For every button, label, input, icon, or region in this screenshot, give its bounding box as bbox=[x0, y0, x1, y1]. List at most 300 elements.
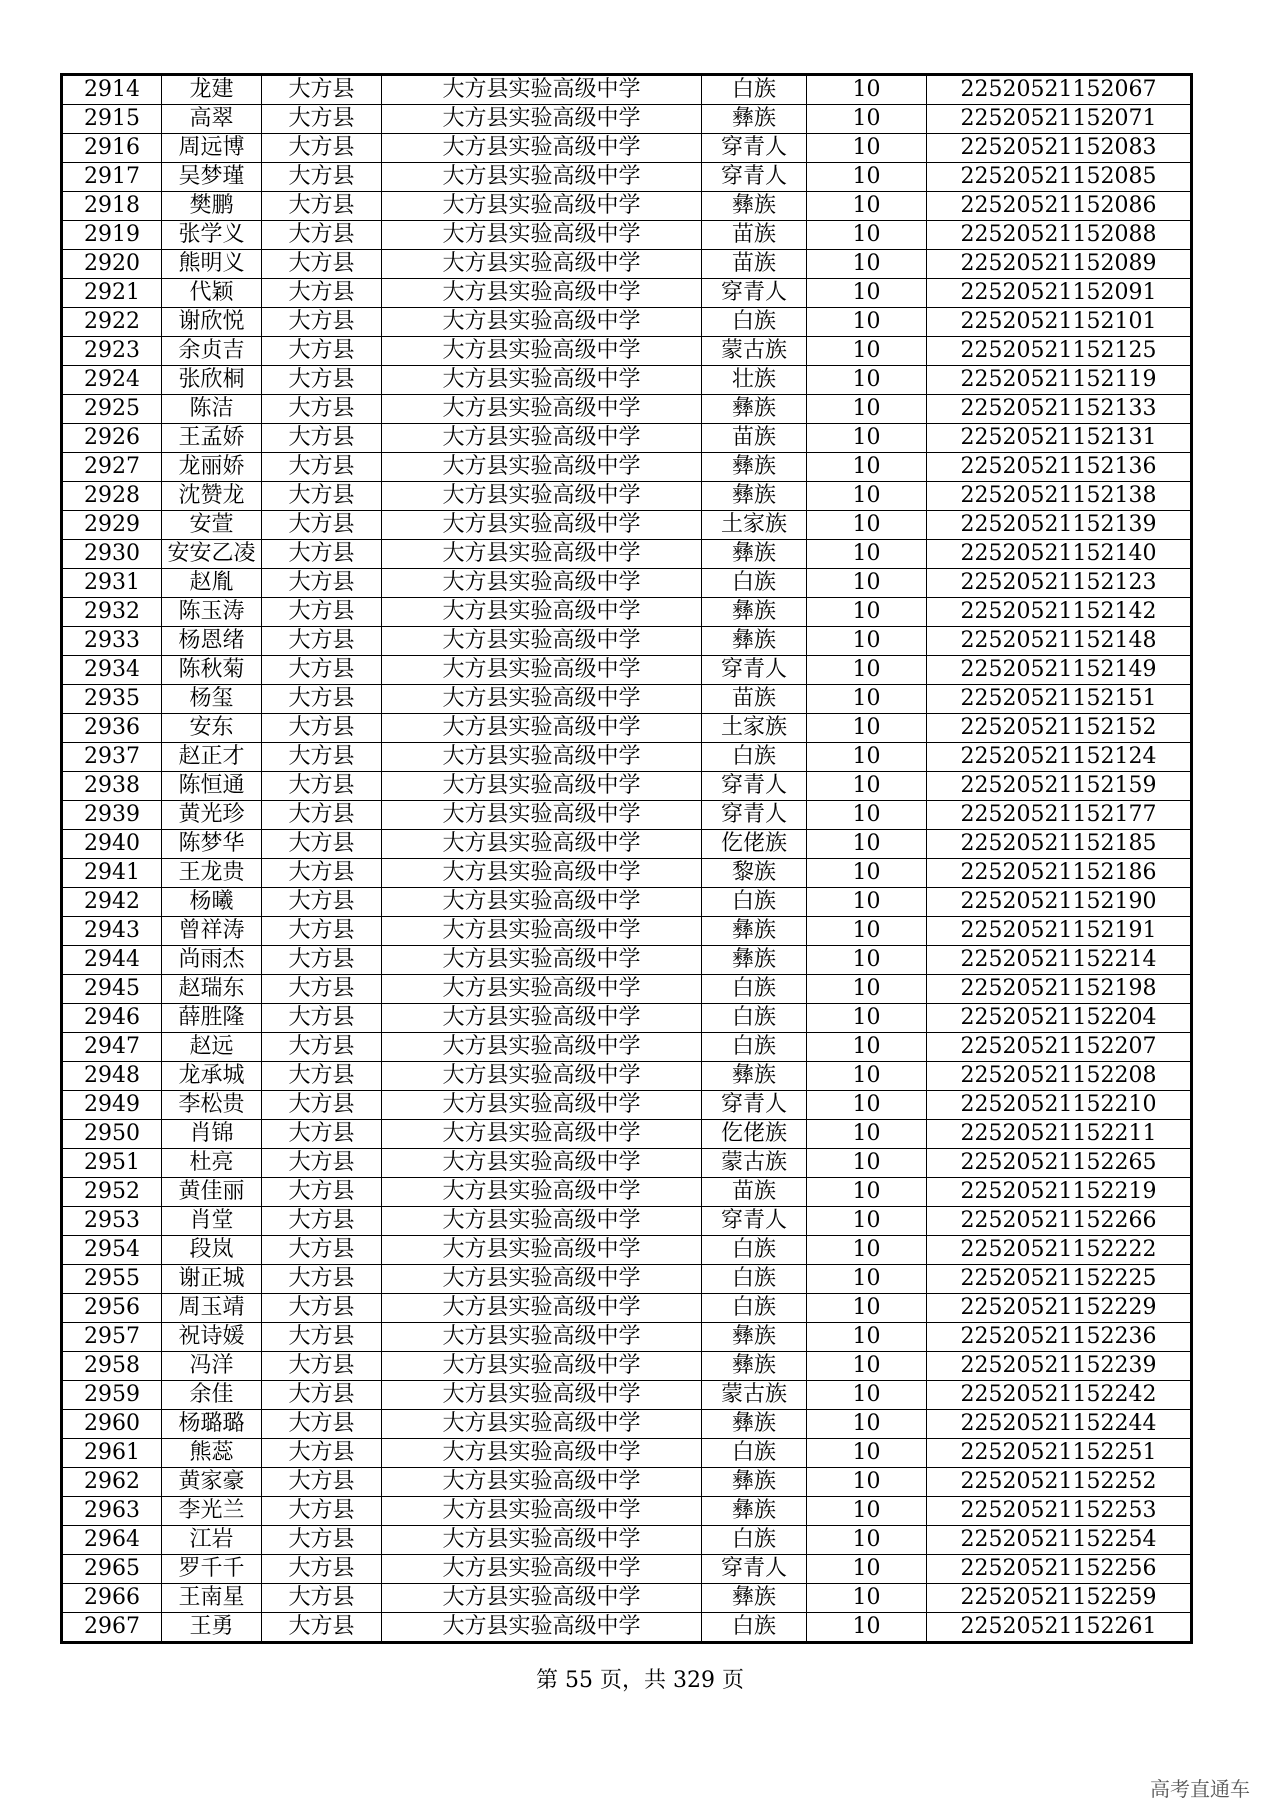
school-cell: 大方县实验高级中学 bbox=[382, 975, 702, 1004]
grade-cell: 10 bbox=[807, 1033, 927, 1062]
student-name-cell: 肖锦 bbox=[162, 1120, 262, 1149]
registration-id-cell: 22520521152088 bbox=[927, 221, 1192, 250]
ethnicity-cell: 黎族 bbox=[702, 859, 807, 888]
student-name-cell: 王龙贵 bbox=[162, 859, 262, 888]
row-number-cell: 2939 bbox=[62, 801, 162, 830]
student-roster-table bbox=[60, 73, 1193, 1644]
registration-id-cell: 22520521152125 bbox=[927, 337, 1192, 366]
ethnicity-cell: 土家族 bbox=[702, 511, 807, 540]
school-cell: 大方县实验高级中学 bbox=[382, 1555, 702, 1584]
county-cell: 大方县 bbox=[262, 975, 382, 1004]
student-name-cell: 代颖 bbox=[162, 279, 262, 308]
school-cell: 大方县实验高级中学 bbox=[382, 1091, 702, 1120]
county-cell: 大方县 bbox=[262, 1207, 382, 1236]
ethnicity-cell: 土家族 bbox=[702, 714, 807, 743]
registration-id-cell: 22520521152225 bbox=[927, 1265, 1192, 1294]
registration-id-cell: 22520521152219 bbox=[927, 1178, 1192, 1207]
table-row bbox=[62, 1149, 1192, 1178]
table-row bbox=[62, 308, 1192, 337]
county-cell: 大方县 bbox=[262, 801, 382, 830]
student-name-cell: 谢欣悦 bbox=[162, 308, 262, 337]
ethnicity-cell: 蒙古族 bbox=[702, 1149, 807, 1178]
school-cell: 大方县实验高级中学 bbox=[382, 337, 702, 366]
grade-cell: 10 bbox=[807, 1584, 927, 1613]
county-cell: 大方县 bbox=[262, 540, 382, 569]
table-row bbox=[62, 75, 1192, 105]
county-cell: 大方县 bbox=[262, 279, 382, 308]
ethnicity-cell: 穿青人 bbox=[702, 1555, 807, 1584]
table-row bbox=[62, 888, 1192, 917]
county-cell: 大方县 bbox=[262, 482, 382, 511]
ethnicity-cell: 仡佬族 bbox=[702, 830, 807, 859]
grade-cell: 10 bbox=[807, 1323, 927, 1352]
school-cell: 大方县实验高级中学 bbox=[382, 482, 702, 511]
row-number-cell: 2922 bbox=[62, 308, 162, 337]
grade-cell: 10 bbox=[807, 134, 927, 163]
registration-id-cell: 22520521152083 bbox=[927, 134, 1192, 163]
school-cell: 大方县实验高级中学 bbox=[382, 772, 702, 801]
county-cell: 大方县 bbox=[262, 453, 382, 482]
school-cell: 大方县实验高级中学 bbox=[382, 395, 702, 424]
table-row bbox=[62, 453, 1192, 482]
county-cell: 大方县 bbox=[262, 163, 382, 192]
registration-id-cell: 22520521152214 bbox=[927, 946, 1192, 975]
grade-cell: 10 bbox=[807, 1410, 927, 1439]
table-row bbox=[62, 917, 1192, 946]
school-cell: 大方县实验高级中学 bbox=[382, 1207, 702, 1236]
registration-id-cell: 22520521152265 bbox=[927, 1149, 1192, 1178]
school-cell: 大方县实验高级中学 bbox=[382, 1033, 702, 1062]
school-cell: 大方县实验高级中学 bbox=[382, 134, 702, 163]
grade-cell: 10 bbox=[807, 772, 927, 801]
ethnicity-cell: 彝族 bbox=[702, 453, 807, 482]
ethnicity-cell: 彝族 bbox=[702, 1410, 807, 1439]
table-row bbox=[62, 511, 1192, 540]
county-cell: 大方县 bbox=[262, 308, 382, 337]
student-name-cell: 杨玺 bbox=[162, 685, 262, 714]
county-cell: 大方县 bbox=[262, 134, 382, 163]
row-number-cell: 2927 bbox=[62, 453, 162, 482]
grade-cell: 10 bbox=[807, 1439, 927, 1468]
county-cell: 大方县 bbox=[262, 1497, 382, 1526]
county-cell: 大方县 bbox=[262, 424, 382, 453]
ethnicity-cell: 穿青人 bbox=[702, 134, 807, 163]
grade-cell: 10 bbox=[807, 888, 927, 917]
registration-id-cell: 22520521152239 bbox=[927, 1352, 1192, 1381]
row-number-cell: 2961 bbox=[62, 1439, 162, 1468]
student-name-cell: 李光兰 bbox=[162, 1497, 262, 1526]
ethnicity-cell: 白族 bbox=[702, 1265, 807, 1294]
row-number-cell: 2963 bbox=[62, 1497, 162, 1526]
grade-cell: 10 bbox=[807, 1555, 927, 1584]
registration-id-cell: 22520521152085 bbox=[927, 163, 1192, 192]
registration-id-cell: 22520521152149 bbox=[927, 656, 1192, 685]
table-row bbox=[62, 1410, 1192, 1439]
row-number-cell: 2933 bbox=[62, 627, 162, 656]
school-cell: 大方县实验高级中学 bbox=[382, 1294, 702, 1323]
ethnicity-cell: 彝族 bbox=[702, 627, 807, 656]
row-number-cell: 2934 bbox=[62, 656, 162, 685]
page-number-footer: 第 55 页，共 329 页 bbox=[536, 1668, 744, 1693]
county-cell: 大方县 bbox=[262, 627, 382, 656]
row-number-cell: 2944 bbox=[62, 946, 162, 975]
ethnicity-cell: 彝族 bbox=[702, 1584, 807, 1613]
student-name-cell: 段岚 bbox=[162, 1236, 262, 1265]
grade-cell: 10 bbox=[807, 859, 927, 888]
registration-id-cell: 22520521152251 bbox=[927, 1439, 1192, 1468]
row-number-cell: 2917 bbox=[62, 163, 162, 192]
grade-cell: 10 bbox=[807, 1207, 927, 1236]
county-cell: 大方县 bbox=[262, 1381, 382, 1410]
table-row bbox=[62, 250, 1192, 279]
school-cell: 大方县实验高级中学 bbox=[382, 569, 702, 598]
student-name-cell: 曾祥涛 bbox=[162, 917, 262, 946]
grade-cell: 10 bbox=[807, 453, 927, 482]
table-row bbox=[62, 540, 1192, 569]
ethnicity-cell: 穿青人 bbox=[702, 1207, 807, 1236]
registration-id-cell: 22520521152254 bbox=[927, 1526, 1192, 1555]
grade-cell: 10 bbox=[807, 1178, 927, 1207]
row-number-cell: 2938 bbox=[62, 772, 162, 801]
registration-id-cell: 22520521152207 bbox=[927, 1033, 1192, 1062]
county-cell: 大方县 bbox=[262, 1004, 382, 1033]
grade-cell: 10 bbox=[807, 1497, 927, 1526]
grade-cell: 10 bbox=[807, 1091, 927, 1120]
table-row bbox=[62, 743, 1192, 772]
table-row bbox=[62, 1033, 1192, 1062]
row-number-cell: 2960 bbox=[62, 1410, 162, 1439]
row-number-cell: 2950 bbox=[62, 1120, 162, 1149]
registration-id-cell: 22520521152210 bbox=[927, 1091, 1192, 1120]
registration-id-cell: 22520521152177 bbox=[927, 801, 1192, 830]
table-row bbox=[62, 627, 1192, 656]
county-cell: 大方县 bbox=[262, 917, 382, 946]
county-cell: 大方县 bbox=[262, 75, 382, 105]
student-name-cell: 黄家豪 bbox=[162, 1468, 262, 1497]
registration-id-cell: 22520521152244 bbox=[927, 1410, 1192, 1439]
row-number-cell: 2945 bbox=[62, 975, 162, 1004]
county-cell: 大方县 bbox=[262, 859, 382, 888]
row-number-cell: 2931 bbox=[62, 569, 162, 598]
county-cell: 大方县 bbox=[262, 1062, 382, 1091]
ethnicity-cell: 穿青人 bbox=[702, 801, 807, 830]
school-cell: 大方县实验高级中学 bbox=[382, 1149, 702, 1178]
student-name-cell: 沈赞龙 bbox=[162, 482, 262, 511]
school-cell: 大方县实验高级中学 bbox=[382, 917, 702, 946]
row-number-cell: 2967 bbox=[62, 1613, 162, 1643]
ethnicity-cell: 白族 bbox=[702, 743, 807, 772]
county-cell: 大方县 bbox=[262, 1468, 382, 1497]
table-row bbox=[62, 598, 1192, 627]
table-row bbox=[62, 1236, 1192, 1265]
county-cell: 大方县 bbox=[262, 511, 382, 540]
county-cell: 大方县 bbox=[262, 221, 382, 250]
student-name-cell: 余贞吉 bbox=[162, 337, 262, 366]
county-cell: 大方县 bbox=[262, 888, 382, 917]
registration-id-cell: 22520521152089 bbox=[927, 250, 1192, 279]
table-row bbox=[62, 1178, 1192, 1207]
school-cell: 大方县实验高级中学 bbox=[382, 714, 702, 743]
table-row bbox=[62, 685, 1192, 714]
row-number-cell: 2915 bbox=[62, 105, 162, 134]
grade-cell: 10 bbox=[807, 975, 927, 1004]
ethnicity-cell: 白族 bbox=[702, 975, 807, 1004]
registration-id-cell: 22520521152140 bbox=[927, 540, 1192, 569]
school-cell: 大方县实验高级中学 bbox=[382, 1468, 702, 1497]
registration-id-cell: 22520521152259 bbox=[927, 1584, 1192, 1613]
registration-id-cell: 22520521152091 bbox=[927, 279, 1192, 308]
row-number-cell: 2948 bbox=[62, 1062, 162, 1091]
county-cell: 大方县 bbox=[262, 569, 382, 598]
table-row bbox=[62, 1439, 1192, 1468]
registration-id-cell: 22520521152198 bbox=[927, 975, 1192, 1004]
registration-id-cell: 22520521152138 bbox=[927, 482, 1192, 511]
ethnicity-cell: 白族 bbox=[702, 1236, 807, 1265]
ethnicity-cell: 苗族 bbox=[702, 250, 807, 279]
ethnicity-cell: 白族 bbox=[702, 1033, 807, 1062]
school-cell: 大方县实验高级中学 bbox=[382, 279, 702, 308]
ethnicity-cell: 彝族 bbox=[702, 946, 807, 975]
table-row bbox=[62, 337, 1192, 366]
student-name-cell: 罗千千 bbox=[162, 1555, 262, 1584]
row-number-cell: 2932 bbox=[62, 598, 162, 627]
school-cell: 大方县实验高级中学 bbox=[382, 830, 702, 859]
school-cell: 大方县实验高级中学 bbox=[382, 192, 702, 221]
ethnicity-cell: 白族 bbox=[702, 569, 807, 598]
row-number-cell: 2965 bbox=[62, 1555, 162, 1584]
row-number-cell: 2951 bbox=[62, 1149, 162, 1178]
school-cell: 大方县实验高级中学 bbox=[382, 75, 702, 105]
ethnicity-cell: 彝族 bbox=[702, 105, 807, 134]
county-cell: 大方县 bbox=[262, 946, 382, 975]
registration-id-cell: 22520521152086 bbox=[927, 192, 1192, 221]
ethnicity-cell: 彝族 bbox=[702, 1323, 807, 1352]
county-cell: 大方县 bbox=[262, 1149, 382, 1178]
grade-cell: 10 bbox=[807, 250, 927, 279]
student-name-cell: 周远博 bbox=[162, 134, 262, 163]
table-row bbox=[62, 134, 1192, 163]
student-name-cell: 陈玉涛 bbox=[162, 598, 262, 627]
school-cell: 大方县实验高级中学 bbox=[382, 424, 702, 453]
school-cell: 大方县实验高级中学 bbox=[382, 1323, 702, 1352]
student-name-cell: 王勇 bbox=[162, 1613, 262, 1643]
student-name-cell: 张欣桐 bbox=[162, 366, 262, 395]
registration-id-cell: 22520521152133 bbox=[927, 395, 1192, 424]
student-name-cell: 余佳 bbox=[162, 1381, 262, 1410]
ethnicity-cell: 彝族 bbox=[702, 917, 807, 946]
student-name-cell: 熊明义 bbox=[162, 250, 262, 279]
grade-cell: 10 bbox=[807, 685, 927, 714]
row-number-cell: 2937 bbox=[62, 743, 162, 772]
registration-id-cell: 22520521152229 bbox=[927, 1294, 1192, 1323]
school-cell: 大方县实验高级中学 bbox=[382, 859, 702, 888]
student-name-cell: 赵正才 bbox=[162, 743, 262, 772]
county-cell: 大方县 bbox=[262, 1352, 382, 1381]
school-cell: 大方县实验高级中学 bbox=[382, 511, 702, 540]
student-name-cell: 王南星 bbox=[162, 1584, 262, 1613]
county-cell: 大方县 bbox=[262, 772, 382, 801]
student-name-cell: 王孟娇 bbox=[162, 424, 262, 453]
student-name-cell: 赵胤 bbox=[162, 569, 262, 598]
ethnicity-cell: 苗族 bbox=[702, 1178, 807, 1207]
grade-cell: 10 bbox=[807, 1149, 927, 1178]
table-row bbox=[62, 1468, 1192, 1497]
registration-id-cell: 22520521152208 bbox=[927, 1062, 1192, 1091]
ethnicity-cell: 彝族 bbox=[702, 192, 807, 221]
school-cell: 大方县实验高级中学 bbox=[382, 801, 702, 830]
student-name-cell: 熊蕊 bbox=[162, 1439, 262, 1468]
county-cell: 大方县 bbox=[262, 1236, 382, 1265]
school-cell: 大方县实验高级中学 bbox=[382, 1584, 702, 1613]
school-cell: 大方县实验高级中学 bbox=[382, 1178, 702, 1207]
table-row bbox=[62, 859, 1192, 888]
school-cell: 大方县实验高级中学 bbox=[382, 221, 702, 250]
table-row bbox=[62, 1497, 1192, 1526]
table-row bbox=[62, 1613, 1192, 1643]
ethnicity-cell: 白族 bbox=[702, 1613, 807, 1643]
table-row bbox=[62, 105, 1192, 134]
county-cell: 大方县 bbox=[262, 1410, 382, 1439]
registration-id-cell: 22520521152186 bbox=[927, 859, 1192, 888]
ethnicity-cell: 彝族 bbox=[702, 540, 807, 569]
table-row bbox=[62, 1381, 1192, 1410]
county-cell: 大方县 bbox=[262, 1294, 382, 1323]
table-row bbox=[62, 192, 1192, 221]
grade-cell: 10 bbox=[807, 1265, 927, 1294]
registration-id-cell: 22520521152190 bbox=[927, 888, 1192, 917]
row-number-cell: 2964 bbox=[62, 1526, 162, 1555]
county-cell: 大方县 bbox=[262, 192, 382, 221]
school-cell: 大方县实验高级中学 bbox=[382, 105, 702, 134]
student-name-cell: 江岩 bbox=[162, 1526, 262, 1555]
table-row bbox=[62, 1352, 1192, 1381]
table-row bbox=[62, 1265, 1192, 1294]
school-cell: 大方县实验高级中学 bbox=[382, 1265, 702, 1294]
row-number-cell: 2966 bbox=[62, 1584, 162, 1613]
grade-cell: 10 bbox=[807, 830, 927, 859]
grade-cell: 10 bbox=[807, 946, 927, 975]
ethnicity-cell: 苗族 bbox=[702, 685, 807, 714]
table-row bbox=[62, 1555, 1192, 1584]
registration-id-cell: 22520521152101 bbox=[927, 308, 1192, 337]
grade-cell: 10 bbox=[807, 1294, 927, 1323]
county-cell: 大方县 bbox=[262, 395, 382, 424]
grade-cell: 10 bbox=[807, 482, 927, 511]
grade-cell: 10 bbox=[807, 221, 927, 250]
row-number-cell: 2955 bbox=[62, 1265, 162, 1294]
table-row bbox=[62, 569, 1192, 598]
ethnicity-cell: 彝族 bbox=[702, 482, 807, 511]
student-name-cell: 樊鹏 bbox=[162, 192, 262, 221]
table-row bbox=[62, 772, 1192, 801]
row-number-cell: 2958 bbox=[62, 1352, 162, 1381]
row-number-cell: 2925 bbox=[62, 395, 162, 424]
grade-cell: 10 bbox=[807, 656, 927, 685]
table-row bbox=[62, 366, 1192, 395]
county-cell: 大方县 bbox=[262, 1439, 382, 1468]
watermark-logo-text: 高考直通车 bbox=[1150, 1777, 1250, 1801]
table-row bbox=[62, 714, 1192, 743]
table-row bbox=[62, 975, 1192, 1004]
grade-cell: 10 bbox=[807, 917, 927, 946]
school-cell: 大方县实验高级中学 bbox=[382, 1352, 702, 1381]
student-name-cell: 李松贵 bbox=[162, 1091, 262, 1120]
registration-id-cell: 22520521152253 bbox=[927, 1497, 1192, 1526]
ethnicity-cell: 穿青人 bbox=[702, 656, 807, 685]
ethnicity-cell: 仡佬族 bbox=[702, 1120, 807, 1149]
row-number-cell: 2942 bbox=[62, 888, 162, 917]
school-cell: 大方县实验高级中学 bbox=[382, 1236, 702, 1265]
table-row bbox=[62, 1004, 1192, 1033]
registration-id-cell: 22520521152151 bbox=[927, 685, 1192, 714]
table-row bbox=[62, 1294, 1192, 1323]
registration-id-cell: 22520521152211 bbox=[927, 1120, 1192, 1149]
student-name-cell: 杨恩绪 bbox=[162, 627, 262, 656]
student-name-cell: 龙丽娇 bbox=[162, 453, 262, 482]
row-number-cell: 2918 bbox=[62, 192, 162, 221]
row-number-cell: 2941 bbox=[62, 859, 162, 888]
grade-cell: 10 bbox=[807, 163, 927, 192]
school-cell: 大方县实验高级中学 bbox=[382, 250, 702, 279]
registration-id-cell: 22520521152266 bbox=[927, 1207, 1192, 1236]
row-number-cell: 2935 bbox=[62, 685, 162, 714]
ethnicity-cell: 穿青人 bbox=[702, 1091, 807, 1120]
ethnicity-cell: 白族 bbox=[702, 1439, 807, 1468]
grade-cell: 10 bbox=[807, 743, 927, 772]
ethnicity-cell: 蒙古族 bbox=[702, 337, 807, 366]
row-number-cell: 2926 bbox=[62, 424, 162, 453]
registration-id-cell: 22520521152159 bbox=[927, 772, 1192, 801]
row-number-cell: 2928 bbox=[62, 482, 162, 511]
grade-cell: 10 bbox=[807, 1526, 927, 1555]
grade-cell: 10 bbox=[807, 395, 927, 424]
grade-cell: 10 bbox=[807, 75, 927, 105]
county-cell: 大方县 bbox=[262, 1178, 382, 1207]
student-name-cell: 陈梦华 bbox=[162, 830, 262, 859]
registration-id-cell: 22520521152119 bbox=[927, 366, 1192, 395]
school-cell: 大方县实验高级中学 bbox=[382, 308, 702, 337]
grade-cell: 10 bbox=[807, 511, 927, 540]
school-cell: 大方县实验高级中学 bbox=[382, 1004, 702, 1033]
row-number-cell: 2936 bbox=[62, 714, 162, 743]
county-cell: 大方县 bbox=[262, 1526, 382, 1555]
table-row bbox=[62, 1526, 1192, 1555]
ethnicity-cell: 苗族 bbox=[702, 424, 807, 453]
school-cell: 大方县实验高级中学 bbox=[382, 453, 702, 482]
school-cell: 大方县实验高级中学 bbox=[382, 163, 702, 192]
ethnicity-cell: 彝族 bbox=[702, 598, 807, 627]
grade-cell: 10 bbox=[807, 1381, 927, 1410]
student-name-cell: 吴梦瑾 bbox=[162, 163, 262, 192]
grade-cell: 10 bbox=[807, 1236, 927, 1265]
grade-cell: 10 bbox=[807, 1062, 927, 1091]
row-number-cell: 2920 bbox=[62, 250, 162, 279]
registration-id-cell: 22520521152124 bbox=[927, 743, 1192, 772]
table-row bbox=[62, 1207, 1192, 1236]
school-cell: 大方县实验高级中学 bbox=[382, 685, 702, 714]
school-cell: 大方县实验高级中学 bbox=[382, 540, 702, 569]
grade-cell: 10 bbox=[807, 1120, 927, 1149]
student-name-cell: 黄光珍 bbox=[162, 801, 262, 830]
table-row bbox=[62, 656, 1192, 685]
grade-cell: 10 bbox=[807, 192, 927, 221]
ethnicity-cell: 彝族 bbox=[702, 1468, 807, 1497]
ethnicity-cell: 彝族 bbox=[702, 1497, 807, 1526]
school-cell: 大方县实验高级中学 bbox=[382, 1439, 702, 1468]
registration-id-cell: 22520521152136 bbox=[927, 453, 1192, 482]
student-name-cell: 杨璐璐 bbox=[162, 1410, 262, 1439]
county-cell: 大方县 bbox=[262, 685, 382, 714]
